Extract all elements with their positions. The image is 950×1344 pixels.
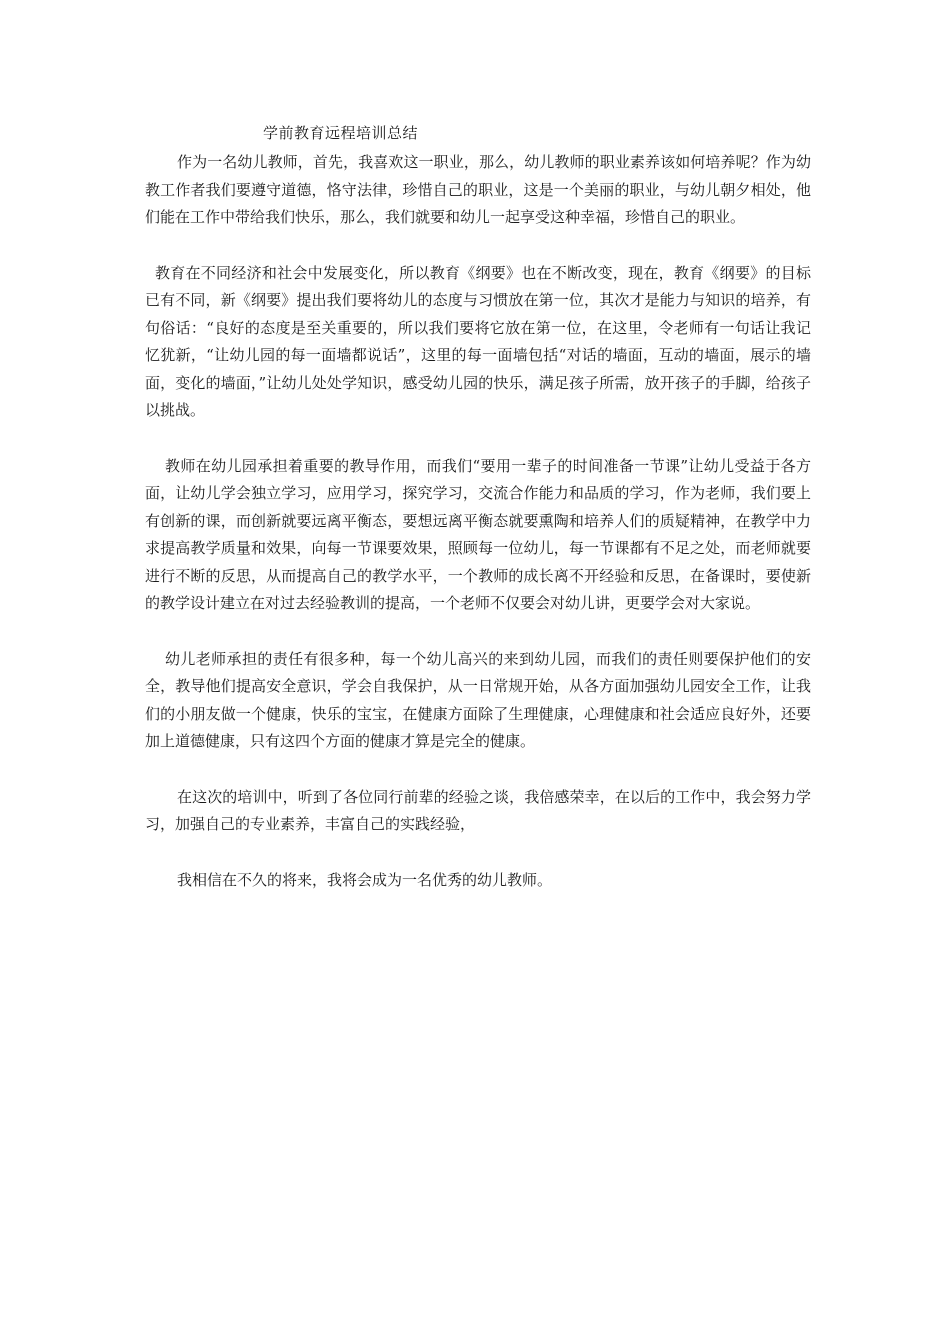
document-page (145, 121, 811, 894)
paragraph-3: 教师在幼儿园承担着重要的教导作用，而我们“要用一辈子的时间准备一节课”让幼儿受益于各方面，让幼儿学会独立学习，应用学习，探究学习，交流合作能力和品质的学习，作为老师，我们要上有创新的课，而创新就要远离平衡态，要想远离平衡态就要熏陶和培养人们的质疑精神，在教学中力求提高教学质量和效果，向每一节课要效果，照顾每一位幼儿，每一节课都有不足之处，而老师就要进行不断的反思，从而提高自己的教学水平，一个教师的成长离不开经验和反思，在备课时，要使新的教学设计建立在对过去经验教训的提高，一个老师不仅要会对幼儿讲，更要学会对大家说。 (145, 456, 811, 612)
paragraph-6: 我相信在不久的将来，我将会成为一名优秀的幼儿教师。 (177, 870, 553, 889)
paragraph-2: 教育在不同经济和社会中发展变化，所以教育《纲要》也在不断改变，现在，教育《纲要》的目标已有不同，新《纲要》提出我们要将幼儿的态度与习惯放在第一位，其次才是能力与知识的培养，有句俗话：“良好的态度是至关重要的，所以我们要将它放在第一位，在这里，令老师有一句话让我记忆犹新，“让幼儿园的每一面墙都说话”，这里的每一面墙包括“对话的墙面，互动的墙面，展示的墙面，变化的墙面，”让幼儿处处学知识，感受幼儿园的快乐，满足孩子所需，放开孩子的手脚，给孩子以挑战。 (145, 263, 811, 419)
paragraph-1: 作为一名幼儿教师，首先，我喜欢这一职业，那么，幼儿教师的职业素养该如何培养呢？作为幼教工作者我们要遵守道德，恪守法律，珍惜自己的职业，这是一个美丽的职业，与幼儿朝夕相处，他们能在工作中带给我们快乐，那么，我们就要和幼儿一起享受这种幸福，珍惜自己的职业。 (145, 153, 811, 226)
paragraph-5: 在这次的培训中，听到了各位同行前辈的经验之谈，我倍感荣幸，在以后的工作中，我会努力学习，加强自己的专业素养，丰富自己的实践经验， (145, 787, 811, 833)
document-title: 学前教育远程培训总结 (263, 124, 419, 142)
paragraph-4: 幼儿老师承担的责任有很多种，每一个幼儿高兴的来到幼儿园，而我们的责任则要保护他们的安全，教导他们提高安全意识，学会自我保护，从一日常规开始，从各方面加强幼儿园安全工作，让我们的小朋友做一个健康，快乐的宝宝，在健康方面除了生理健康，心理健康和社会适应良好外，还要加上道德健康，只有这四个方面的健康才算是完全的健康。 (145, 649, 811, 750)
